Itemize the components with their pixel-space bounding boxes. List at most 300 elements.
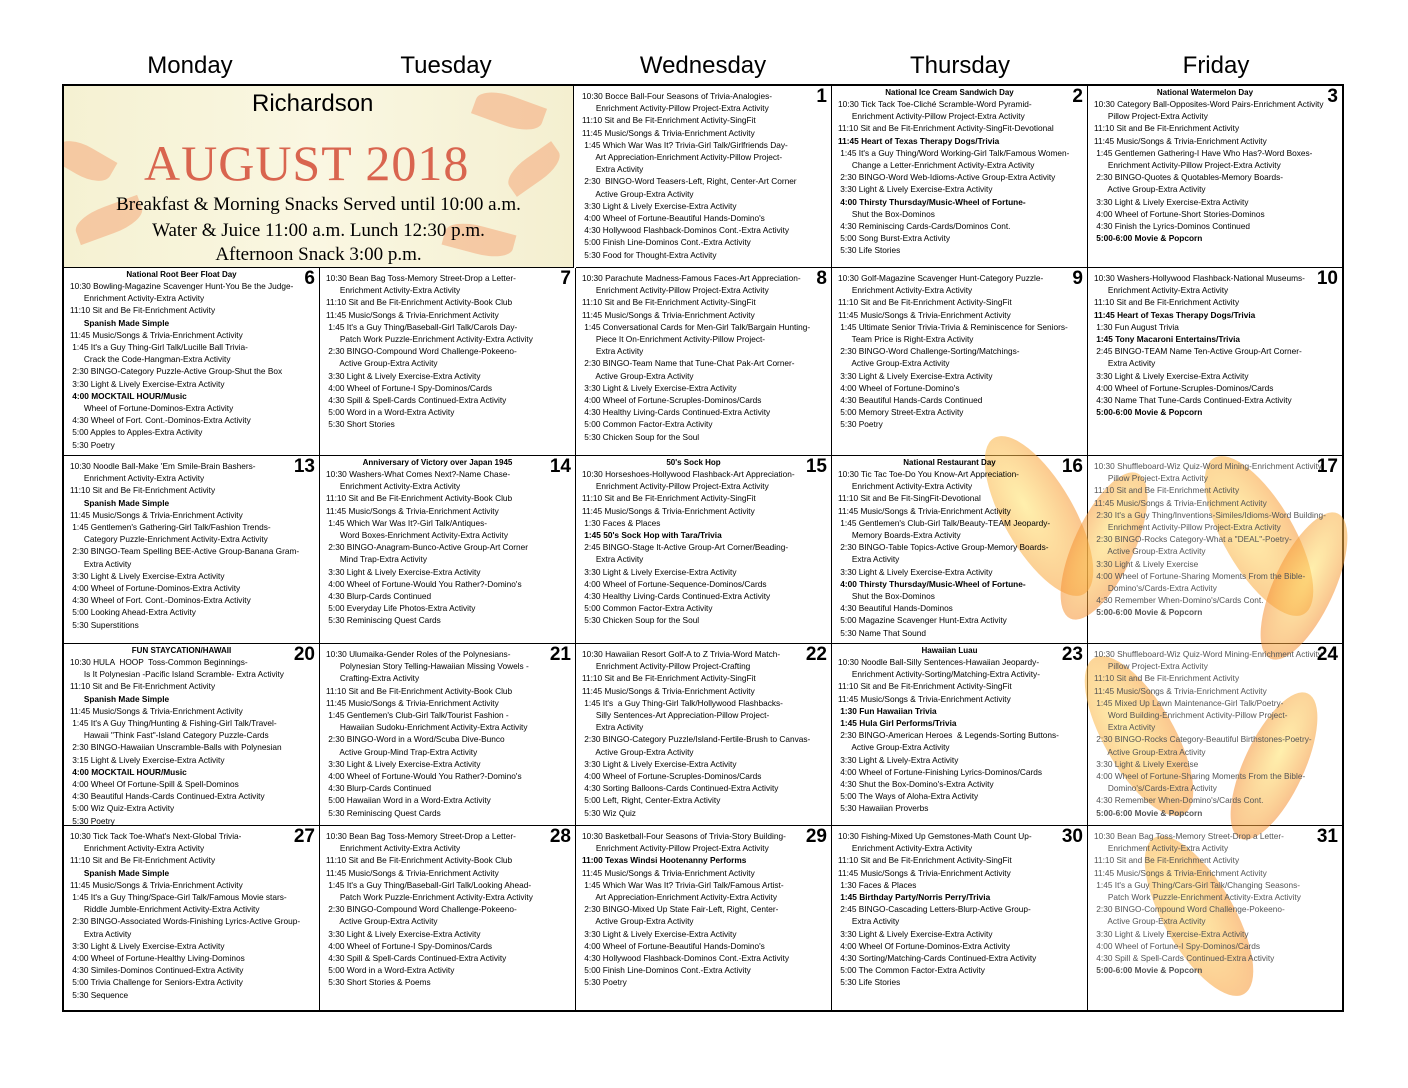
date-number: 3 (1327, 86, 1338, 107)
day-header-monday: Monday (147, 52, 233, 79)
activity-item: 2:30 It's a Guy Thing/Inventions-Similes/Idioms-Word Building- (1094, 509, 1326, 520)
date-number: 28 (549, 826, 571, 847)
activity-item: 11:10 Sit and Be Fit-Enrichment Activity-SingFit (838, 855, 1012, 866)
activity-item: 5:00 Apples to Apples-Extra Activity (70, 427, 203, 438)
activity-item: Active Group-Mind Trap-Extra Activity (326, 746, 478, 757)
activity-item: 10:30 Bocce Ball-Four Seasons of Trivia-Analogies- (582, 91, 773, 101)
activity-item: 2:30 BINGO-Compound Word Challenge-Pokeeno- (326, 904, 517, 915)
activity-item: 5:00 Memory Street-Extra Activity (838, 407, 964, 418)
activity-item: 4:30 Hollywood Flashback-Dominos Cont.-Extra Activity (582, 225, 790, 236)
activity-item: 5:30 Wiz Quiz (582, 807, 636, 818)
activity-item: Enrichment Activity-Extra Activity (326, 843, 461, 854)
activity-list (320, 826, 575, 989)
day-cell (64, 456, 320, 644)
activity-item: 1:45 Hula Girl Performs/Trivia (838, 718, 957, 729)
activity-item: 1:45 50's Sock Hop with Tara/Trivia (582, 530, 722, 541)
activity-item: Enrichment Activity-Pillow Project-Extra Activity (838, 111, 1025, 122)
activity-item: 2:45 BINGO-TEAM Name Ten-Active Group-Art Corner- (1094, 346, 1302, 357)
date-number: 10 (1316, 268, 1338, 289)
activity-item: 5:30 Short Stories (326, 419, 395, 430)
activity-item: 11:10 Sit and Be Fit-Enrichment Activity (1094, 123, 1240, 134)
activity-item: 5:30 Chicken Soup for the Soul (582, 615, 700, 626)
activity-item: 3:30 Light & Lively Exercise-Extra Activity (838, 184, 993, 195)
activity-item: 5:00-6:00 Movie & Popcorn (1094, 807, 1203, 818)
activity-item: 1:30 Fun August Trivia (1094, 321, 1179, 332)
activity-item: 11:10 Sit and Be Fit-Enrichment Activity-SingFit (582, 115, 756, 126)
day-cell (64, 644, 320, 826)
activity-item: 4:00 Wheel of Fortune-Beautiful Hands-Domino's (582, 213, 765, 224)
leaf-decoration (502, 141, 566, 197)
activity-item: 4:00 Wheel of Fortune-Scruples-Dominos/Cards (1094, 382, 1274, 393)
activity-item: 4:00 Wheel of Fortune-Beautiful Hands-Domino's (582, 940, 765, 951)
activity-list (832, 456, 1087, 639)
activity-item: 5:00 Common Factor-Extra Activity (582, 419, 713, 430)
calendar-grid (62, 84, 1344, 1012)
activity-item: 1:45 Gentlemen's Club-Girl Talk/Tourist Fashion - (326, 710, 509, 721)
activity-item: 3:30 Light & Lively Exercise-Extra Activity (70, 940, 225, 951)
activity-item: Word Boxes-Enrichment Activity-Extra Activity (326, 530, 508, 541)
activity-list (320, 268, 575, 431)
activity-item: 2:30 BINGO-Category Puzzle-Active Group-Shut the Box (70, 366, 283, 377)
activity-item: 1:30 Faces & Places (582, 517, 661, 528)
activity-item: 4:00 Wheel of Fortune-Dominos-Extra Activity (70, 583, 241, 594)
activity-item: 10:30 Washers-What Comes Next?-Name Chase- (326, 469, 511, 479)
activity-item: 1:45 Which War Was It? Trivia-Girl Talk/Famous Artist- (582, 879, 784, 890)
meal-schedule-line: Water & Juice 11:00 a.m. Lunch 12:30 p.m. (152, 220, 485, 241)
activity-item: 11:45 Music/Songs & Trivia-Enrichment Activity (1094, 497, 1267, 508)
activity-item: 11:45 Music/Songs & Trivia-Enrichment Activity (582, 867, 755, 878)
activity-list (320, 456, 575, 627)
day-header-wednesday: Wednesday (639, 52, 767, 79)
activity-item: Spanish Made Simple (70, 867, 170, 878)
activity-item: 4:30 Spill & Spell-Cards Continued-Extra Activity (326, 953, 507, 964)
date-number: 23 (1061, 644, 1083, 665)
activity-item: Domino's/Cards-Extra Activity (1094, 783, 1217, 794)
activity-item: 3:30 Light & Lively Exercise-Extra Activity (1094, 370, 1249, 381)
activity-item: 5:30 Poetry (70, 439, 115, 450)
activity-item: Active Group-Extra Activity (1094, 746, 1206, 757)
activity-item: 11:45 Music/Songs & Trivia-Enrichment Activity (70, 879, 243, 890)
activity-item: 2:30 BINGO-Team Spelling BEE-Active Group-Banana Gram- (70, 546, 300, 557)
activity-item: 1:45 Ultimate Senior Trivia-Trivia & Reminiscence for Seniors- (838, 321, 1068, 332)
activity-item: 11:10 Sit and Be Fit-Enrichment Activity-Book Club (326, 493, 513, 504)
day-cell (576, 268, 832, 456)
activity-item: 2:30 BINGO-Table Topics-Active Group-Memory Boards- (838, 542, 1049, 553)
activity-item: 1:45 Gentlemen Gathering-I Have Who Has?-Word Boxes- (1094, 147, 1313, 158)
activity-item: 3:15 Light & Lively Exercise-Extra Activity (70, 754, 225, 765)
activity-list (832, 644, 1087, 815)
activity-item: 10:30 Bowling-Magazine Scavenger Hunt-You Be the Judge- (70, 281, 294, 291)
activity-item: 1:45 It's a Guy Thing/Word Working-Girl Talk/Famous Women- (838, 147, 1070, 158)
activity-item: 4:00 Wheel of Fortune-Scruples-Dominos/Cards (582, 395, 762, 406)
activity-item: Extra Activity (1094, 358, 1156, 369)
leaf-decoration (471, 86, 547, 137)
activity-item: 4:30 Remember When-Domino's/Cards Cont. (1094, 595, 1264, 606)
activity-item: 4:00 Wheel of Fortune-Sequence-Dominos/Cards (582, 578, 767, 589)
activity-item: Enrichment Activity-Pillow Project-Extra Activity (582, 481, 769, 492)
activity-item: 5:00 Word in a Word-Extra Activity (326, 407, 455, 418)
activity-item: Silly Sentences-Art Appreciation-Pillow Project- (582, 710, 770, 721)
activity-item: 5:30 Reminiscing Quest Cards (326, 615, 441, 626)
activity-item: Patch Work Puzzle-Enrichment Activity-Extra Activity (326, 892, 533, 903)
activity-item: 5:30 Food for Thought-Extra Activity (582, 249, 717, 260)
day-cell (320, 644, 576, 826)
activity-list (576, 826, 831, 989)
activity-item: 4:00 Wheel of Fortune-I Spy-Dominos/Cards (1094, 940, 1261, 951)
activity-item: Enrichment Activity-Extra Activity (70, 473, 205, 484)
activity-item: 10:30 Noodle Ball-Silly Sentences-Hawaiian Jeopardy- (838, 657, 1040, 667)
activity-item: Enrichment Activity-Pillow Project-Extra Activity (582, 843, 769, 854)
activity-item: 11:45 Music/Songs & Trivia-Enrichment Activity (838, 505, 1011, 516)
activity-item: Enrichment Activity-Pillow Project-Extra Activity (1094, 160, 1281, 171)
activity-item: 11:45 Music/Songs & Trivia-Enrichment Activity (70, 509, 243, 520)
activity-list (576, 268, 831, 443)
activity-item: 4:00 MOCKTAIL HOUR/Music (70, 390, 187, 401)
activity-item: 5:00 Common Factor-Extra Activity (582, 603, 713, 614)
activity-item: 4:30 Wheel of Fort. Cont.-Dominos-Extra Activity (70, 415, 251, 426)
activity-item: 10:30 Hawaiian Resort Golf-A to Z Trivia-Word Match- (582, 649, 781, 659)
activity-item: 5:00 Finish Line-Dominos Cont.-Extra Activity (582, 965, 751, 976)
activity-item: Active Group-Extra Activity (582, 370, 694, 381)
activity-item: Enrichment Activity-Extra Activity (838, 285, 973, 296)
activity-item: 5:00 Everyday Life Photos-Extra Activity (326, 603, 476, 614)
activity-item: Art Appreciation-Enrichment Activity-Extra Activity (582, 892, 778, 903)
activity-item: 11:10 Sit and Be Fit-Enrichment Activity (1094, 297, 1240, 308)
activity-item: Enrichment Activity-Extra Activity (70, 293, 205, 304)
activity-item: Enrichment Activity-Pillow Project-Extra Activity (1094, 522, 1281, 533)
activity-item: Extra Activity (582, 164, 644, 175)
activity-item: 4:00 Thirsty Thursday/Music-Wheel of Fortune- (838, 196, 1026, 207)
day-cell (1088, 456, 1342, 644)
activity-item: 1:45 It's a Guy Thing-Girl Talk/Hollywood Flashbacks- (582, 697, 783, 708)
activity-item: Enrichment Activity-Extra Activity (838, 481, 973, 492)
activity-item: 5:00-6:00 Movie & Popcorn (1094, 233, 1203, 244)
activity-item: 11:45 Music/Songs & Trivia-Enrichment Activity (1094, 685, 1267, 696)
activity-item: 4:00 Wheel of Fortune-Scruples-Dominos/Cards (582, 771, 762, 782)
activity-item: 1:45 Which War Was It? Trivia-Girl Talk/Girlfriends Day- (582, 139, 788, 150)
activity-item: 3:30 Light & Lively Exercise-Extra Activity (326, 928, 481, 939)
meal-schedule-line: Breakfast & Morning Snacks Served until 10:00 a.m. (116, 194, 521, 215)
activity-item: 11:10 Sit and Be Fit-Enrichment Activity (70, 305, 216, 316)
activity-item: 11:45 Music/Songs & Trivia-Enrichment Activity (582, 505, 755, 516)
activity-item: 1:45 It's a Guy Thing/Baseball-Girl Talk/Carols Day- (326, 321, 518, 332)
activity-item: 3:30 Light & Lively Exercise-Extra Activity (838, 370, 993, 381)
date-number: 29 (805, 826, 827, 847)
activity-item: 5:00 Hawaiian Word in a Word-Extra Activity (326, 795, 491, 806)
activity-item: Word Building-Enrichment Activity-Pillow Project- (1094, 710, 1288, 721)
activity-item: 4:00 Wheel Of Fortune-Dominos-Extra Activity (838, 940, 1010, 951)
activity-item: 3:30 Light & Lively Exercise-Extra Activity (582, 758, 737, 769)
activity-item: 4:00 Wheel of Fortune-Short Stories-Dominos (1094, 208, 1265, 219)
day-cell (576, 826, 832, 1010)
activity-item: 1:45 Mixed Up Lawn Maintenance-Girl Talk/Poetry- (1094, 697, 1284, 708)
day-cell (832, 268, 1088, 456)
activity-item: 2:45 BINGO-Stage It-Active Group-Art Corner/Beading- (582, 542, 789, 553)
activity-item: 2:30 BINGO-Mixed Up State Fair-Left, Right, Center- (582, 904, 779, 915)
day-cell (64, 826, 320, 1010)
activity-item: 4:30 Spill & Spell-Cards Continued-Extra Activity (326, 395, 507, 406)
activity-item: 4:30 Healthy Living-Cards Continued-Extra Activity (582, 407, 771, 418)
activity-item: 10:30 Horseshoes-Hollywood Flashback-Art Appreciation- (582, 469, 795, 479)
activity-item: 3:30 Light & Lively Exercise-Extra Activity (582, 200, 737, 211)
activity-item: 10:30 Shuffleboard-Wiz Quiz-Word Mining-Enrichment Activity (1094, 461, 1322, 471)
activity-item: 5:00 Wiz Quiz-Extra Activity (70, 803, 175, 814)
activity-item: 1:45 It's a Guy Thing-Girl Talk/Lucille Ball Trivia- (70, 342, 248, 353)
activity-list (576, 456, 831, 627)
activity-item: 2:30 BINGO-Associated Words-Finishing Lyrics-Active Group- (70, 916, 301, 927)
date-number: 1 (816, 86, 827, 107)
activity-item: 11:45 Music/Songs & Trivia-Enrichment Activity (326, 697, 499, 708)
date-number: 15 (805, 456, 827, 477)
activity-item: 11:45 Music/Songs & Trivia-Enrichment Activity (326, 867, 499, 878)
day-cell (576, 644, 832, 826)
activity-item: 1:45 It's a Guy Thing/Baseball-Girl Talk/Looking Ahead- (326, 879, 532, 890)
activity-item: Enrichment Activity-Pillow Project-Crafting (582, 661, 751, 672)
activity-item: 1:45 It's a Guy Thing/Space-Girl Talk/Famous Movie stars- (70, 892, 287, 903)
activity-item: 1:45 Conversational Cards for Men-Girl Talk/Bargain Hunting- (582, 321, 811, 332)
activity-item: 3:30 Light & Lively Exercise-Extra Activity (838, 566, 993, 577)
activity-item: 5:30 Poetry (838, 419, 883, 430)
activity-item: 10:30 Category Ball-Opposites-Word Pairs-Enrichment Activity (1094, 99, 1324, 109)
date-number: 9 (1072, 268, 1083, 289)
activity-item: 10:30 Golf-Magazine Scavenger Hunt-Category Puzzle- (838, 273, 1044, 283)
activity-item: 3:30 Light & Lively Exercise-Extra Activity (582, 928, 737, 939)
activity-item: 4:30 Shut the Box-Domino's-Extra Activity (838, 779, 994, 790)
activity-item: Extra Activity (582, 722, 644, 733)
date-number: 8 (816, 268, 827, 289)
activity-item: 11:45 Music/Songs & Trivia-Enrichment Activity (838, 693, 1011, 704)
activity-item: Enrichment Activity-Extra Activity (838, 843, 973, 854)
activity-item: 10:30 Noodle Ball-Make 'Em Smile-Brain Bashers- (70, 461, 256, 471)
activity-item: 11:10 Sit and Be Fit-Enrichment Activity-SingFit (582, 297, 756, 308)
activity-item: 11:10 Sit and Be Fit-Enrichment Activity (1094, 673, 1240, 684)
activity-item: 5:30 Name That Sound (838, 627, 926, 638)
day-cell (576, 86, 832, 268)
activity-item: Enrichment Activity-Extra Activity (1094, 285, 1229, 296)
activity-item: 10:30 Tic Tac Toe-Do You Know-Art Appreciation- (838, 469, 1019, 479)
activity-item: 5:00-6:00 Movie & Popcorn (1094, 407, 1203, 418)
activity-item: 4:30 Reminiscing Cards-Cards/Dominos Cont. (838, 221, 1011, 232)
activity-item: Extra Activity (838, 554, 900, 565)
activity-item: 4:30 Healthy Living-Cards Continued-Extra Activity (582, 591, 771, 602)
special-day-title: National Root Beer Float Day (126, 270, 237, 279)
activity-list (832, 268, 1087, 431)
activity-item: 5:00 Looking Ahead-Extra Activity (70, 607, 196, 618)
activity-item: Enrichment Activity-Extra Activity (326, 285, 461, 296)
special-day-title: FUN STAYCATION/HAWAII (131, 646, 232, 655)
date-number: 17 (1316, 456, 1338, 477)
activity-item: 10:30 Tick Tack Toe-Cliché Scramble-Word Pyramid- (838, 99, 1032, 109)
activity-item: 1:30 Faces & Places (838, 879, 917, 890)
activity-list (1088, 644, 1342, 819)
activity-item: Memory Boards-Extra Activity (838, 530, 961, 541)
date-number: 20 (293, 644, 315, 665)
activity-item: Extra Activity (70, 928, 132, 939)
month-title: AUGUST 2018 (144, 135, 470, 191)
activity-item: 4:00 Wheel of Fortune-I Spy-Dominos/Cards (326, 382, 493, 393)
activity-item: 11:45 Music/Songs & Trivia-Enrichment Activity (582, 309, 755, 320)
activity-item: 10:30 HULA HOOP Toss-Common Beginnings- (70, 657, 248, 667)
date-number: 2 (1072, 86, 1083, 107)
activity-item: 4:30 Beautiful Hands-Dominos (838, 603, 953, 614)
activity-item: 2:30 BINGO-Team Name that Tune-Chat Pak-Art Corner- (582, 358, 795, 369)
activity-item: 5:00 Magazine Scavenger Hunt-Extra Activity (838, 615, 1007, 626)
special-day-title: National Restaurant Day (903, 458, 996, 467)
activity-item: 3:30 Light & Lively Exercise-Extra Activity (582, 382, 737, 393)
activity-item: 4:30 Beautiful Hands-Cards Continued-Extra Activity (70, 791, 265, 802)
activity-item: Active Group-Extra Activity (326, 916, 438, 927)
activity-item: 5:00 Trivia Challenge for Seniors-Extra Activity (70, 977, 243, 988)
activity-item: 4:00 Wheel of Fortune-Sharing Moments From the Bible- (1094, 771, 1306, 782)
activity-item: Enrichment Activity-Extra Activity (1094, 843, 1229, 854)
activity-item: 10:30 Washers-Hollywood Flashback-National Museums- (1094, 273, 1305, 283)
activity-item: 4:30 Similes-Dominos Continued-Extra Activity (70, 965, 244, 976)
activity-item: 11:45 Music/Songs & Trivia-Enrichment Activity (1094, 867, 1267, 878)
activity-item: Spanish Made Simple (70, 497, 170, 508)
activity-item: 10:30 Bean Bag Toss-Memory Street-Drop a Letter- (1094, 831, 1284, 841)
activity-list (320, 644, 575, 819)
activity-item: Spanish Made Simple (70, 317, 170, 328)
activity-item: 11:45 Music/Songs & Trivia-Enrichment Activity (582, 685, 755, 696)
activity-item: 4:30 Hollywood Flashback-Dominos Cont.-Extra Activity (582, 953, 790, 964)
date-number: 21 (549, 644, 571, 665)
activity-item: 11:45 Heart of Texas Therapy Dogs/Trivia (838, 135, 1000, 146)
activity-item: Riddle Jumble-Enrichment Activity-Extra Activity (70, 904, 260, 915)
day-cell (576, 456, 832, 644)
activity-item: Active Group-Extra Activity (838, 742, 950, 753)
activity-item: 11:45 Music/Songs & Trivia-Enrichment Activity (838, 867, 1011, 878)
day-cell (832, 826, 1088, 1010)
activity-item: 3:30 Light & Lively Exercise-Extra Activity (70, 378, 225, 389)
activity-item: 11:45 Music/Songs & Trivia-Enrichment Activity (70, 329, 243, 340)
activity-item: 4:00 Thirsty Thursday/Music-Wheel of Fortune- (838, 578, 1026, 589)
activity-item: Enrichment Activity-Sorting/Matching-Extra Activity- (838, 669, 1040, 680)
activity-item: Enrichment Activity-Pillow Project-Extra Activity (582, 285, 769, 296)
activity-item: 2:30 BINGO-Rocks Category-What a "DEAL"-Poetry- (1094, 534, 1292, 545)
activity-item: 10:30 Ulumaika-Gender Roles of the Polynesians- (326, 649, 511, 659)
activity-item: 4:30 Remember When-Domino's/Cards Cont. (1094, 795, 1264, 806)
activity-item: 5:00 The Ways of Aloha-Extra Activity (838, 791, 979, 802)
activity-item: 3:30 Light & Lively-Extra Activity (838, 754, 959, 765)
activity-item: 5:30 Superstitions (70, 619, 139, 630)
activity-list (64, 644, 319, 826)
activity-item: Active Group-Extra Activity (1094, 916, 1206, 927)
leaf-decoration (64, 133, 117, 189)
activity-item: Extra Activity (582, 346, 644, 357)
activity-item: 1:45 Tony Macaroni Entertains/Trivia (1094, 334, 1241, 345)
activity-item: Pillow Project-Extra Activity (1094, 473, 1208, 484)
activity-item: 2:30 BINGO-Rocks Category-Beautiful Birthstones-Poetry- (1094, 734, 1312, 745)
activity-item: 4:30 Beautiful Hands-Cards Continued (838, 395, 983, 406)
day-cell (832, 644, 1088, 826)
activity-item: 5:00-6:00 Movie & Popcorn (1094, 607, 1203, 618)
activity-item: 4:00 Wheel of Fortune-Would You Rather?-Domino's (326, 578, 522, 589)
day-cell (320, 456, 576, 644)
activity-item: 3:30 Light & Lively Exercise-Extra Activity (838, 928, 993, 939)
activity-item: 3:30 Light & Lively Exercise-Extra Activity (582, 566, 737, 577)
activity-item: 5:00 Song Burst-Extra Activity (838, 233, 951, 244)
activity-item: 11:10 Sit and Be Fit-Enrichment Activity-SingFit-Devotional (838, 123, 1054, 134)
activity-item: Pillow Project-Extra Activity (1094, 661, 1208, 672)
activity-item: Active Group-Extra Activity (582, 916, 694, 927)
activity-item: 11:10 Sit and Be Fit-Enrichment Activity-Book Club (326, 855, 513, 866)
activity-item: 2:30 BINGO-Quotes & Quotables-Memory Boards- (1094, 172, 1284, 183)
activity-list (1088, 86, 1342, 244)
activity-item: 1:30 Fun Hawaiian Trivia (838, 705, 937, 716)
activity-item: 11:10 Sit and Be Fit-Enrichment Activity (1094, 855, 1240, 866)
special-day-title: 50's Sock Hop (666, 458, 721, 467)
activity-list (1088, 456, 1342, 619)
activity-item: 11:10 Sit and Be Fit-SingFit-Devotional (838, 493, 981, 504)
date-number: 31 (1316, 826, 1338, 847)
activity-item: 11:10 Sit and Be Fit-Enrichment Activity (70, 485, 216, 496)
activity-item: Active Group-Extra Activity (582, 188, 694, 199)
activity-item: 4:00 Wheel of Fortune-Domino's (838, 382, 960, 393)
activity-item: 11:10 Sit and Be Fit-Enrichment Activity-Book Club (326, 297, 513, 308)
activity-item: 4:00 Wheel of Fortune-Would You Rather?-Domino's (326, 771, 522, 782)
activity-item: 5:00 Finish Line-Dominos Cont.-Extra Activity (582, 237, 751, 248)
day-cell (1088, 268, 1342, 456)
activity-list (64, 826, 319, 1001)
special-day-title: Anniversary of Victory over Japan 1945 (362, 458, 513, 467)
day-cell (832, 456, 1088, 644)
activity-item: Enrichment Activity-Pillow Project-Extra Activity (582, 103, 769, 114)
activity-item: 2:30 BINGO-Compound Word Challenge-Pokeeno- (326, 346, 517, 357)
day-cell (1088, 644, 1342, 826)
activity-item: 5:30 Hawaiian Proverbs (838, 803, 929, 814)
day-cell (64, 268, 320, 456)
activity-item: 5:00-6:00 Movie & Popcorn (1094, 965, 1203, 976)
activity-item: Mind Trap-Extra Activity (326, 554, 427, 565)
activity-item: 2:30 BINGO-Word Web-Idioms-Active Group-Extra Activity (838, 172, 1056, 183)
activity-item: Active Group-Extra Activity (838, 358, 950, 369)
activity-item: Hawaii "Think Fast"-Island Category Puzzle-Cards (70, 730, 269, 741)
date-number: 7 (560, 268, 571, 289)
activity-item: 11:00 Texas Windsi Hootenanny Performs (582, 855, 747, 866)
activity-item: 11:45 Music/Songs & Trivia-Enrichment Activity (326, 309, 499, 320)
activity-item: 4:30 Blurp-Cards Continued (326, 783, 432, 794)
activity-item: Polynesian Story Telling-Hawaiian Missing Vowels - (326, 661, 529, 672)
activity-item: 3:30 Light & Lively Exercise-Extra Activity (1094, 928, 1249, 939)
activity-item: Enrichment Activity-Extra Activity (326, 481, 461, 492)
date-number: 30 (1061, 826, 1083, 847)
day-header-friday: Friday (1182, 52, 1250, 79)
activity-item: Crack the Code-Hangman-Extra Activity (70, 354, 231, 365)
activity-item: 5:00 The Common Factor-Extra Activity (838, 965, 985, 976)
activity-list (576, 86, 831, 261)
activity-item: Patch Work Puzzle-Enrichment Activity-Extra Activity (1094, 892, 1301, 903)
activity-item: 5:30 Poetry (70, 815, 115, 826)
activity-item: 3:30 Light & Lively Exercise (1094, 558, 1199, 569)
activity-item: Active Group-Extra Activity (582, 746, 694, 757)
activity-item: 4:00 Wheel of Fortune-I Spy-Dominos/Cards (326, 940, 493, 951)
activity-item: 11:45 Music/Songs & Trivia-Enrichment Activity (1094, 135, 1267, 146)
activity-item: Extra Activity (1094, 722, 1156, 733)
afternoon-snack-line: Afternoon Snack 3:00 p.m. (215, 244, 422, 265)
activity-item: 11:10 Sit and Be Fit-Enrichment Activity-SingFit (838, 681, 1012, 692)
activity-item: 11:45 Music/Songs & Trivia-Enrichment Activity (326, 505, 499, 516)
activity-item: 2:30 BINGO-Word in a Word/Scuba Dive-Bunco (326, 734, 505, 745)
activity-item: Is It Polynesian -Pacific Island Scramble- Extra Activity (70, 669, 284, 680)
activity-list (1088, 826, 1342, 976)
activity-item: Team Price is Right-Extra Activity (838, 334, 974, 345)
date-number: 24 (1316, 644, 1338, 665)
activity-item: 4:30 Wheel of Fort. Cont.-Dominos-Extra Activity (70, 595, 251, 606)
date-number: 13 (293, 456, 315, 477)
activity-item: 10:30 Fishing-Mixed Up Gemstones-Math Count Up- (838, 831, 1032, 841)
activity-item: Extra Activity (70, 558, 132, 569)
activity-item: 2:30 BINGO-Anagram-Bunco-Active Group-Art Corner (326, 542, 528, 553)
